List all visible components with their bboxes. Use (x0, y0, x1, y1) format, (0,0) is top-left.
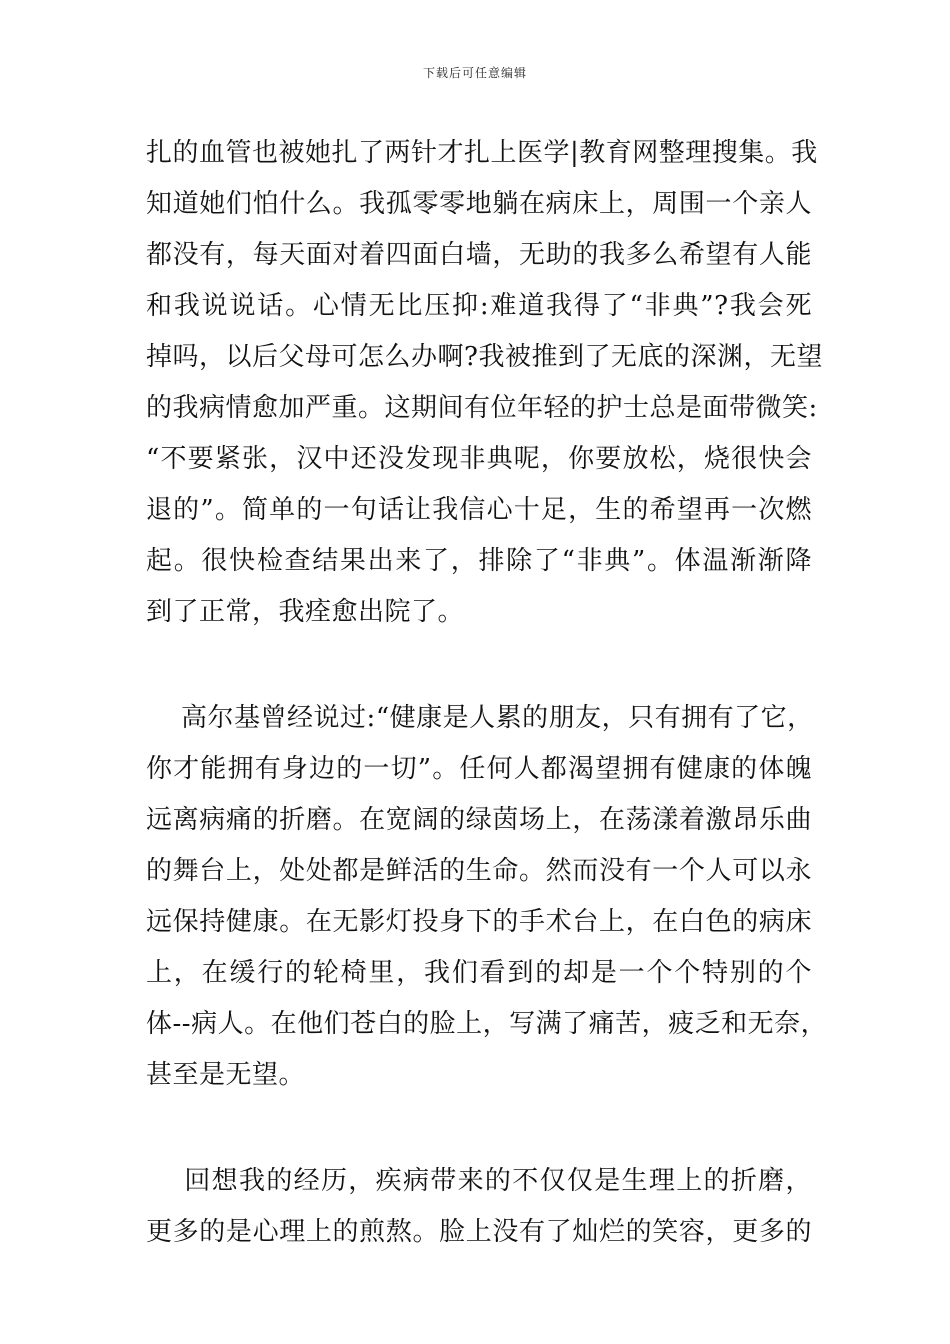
paragraph-1 (146, 128, 823, 638)
text-line: 更多的是心理上的煎熬。脸上没有了灿烂的笑容，更多的 (146, 1217, 812, 1247)
text-line: 知道她们怕什么。我孤零零地躺在病床上，周围一个亲人 (146, 189, 812, 219)
text-line: 远保持健康。在无影灯投身下的手术台上，在白色的病床 (146, 907, 812, 937)
text-line: 远离病痛的折磨。在宽阔的绿茵场上，在荡漾着激昂乐曲 (146, 805, 812, 835)
text-line: 和我说说话。心情无比压抑:难道我得了“非典”?我会死 (146, 291, 812, 321)
text-line: “不要紧张，汉中还没发现非典呢，你要放松，烧很快会 (146, 444, 812, 474)
text-line: 高尔基曾经说过:“健康是人累的朋友，只有拥有了它， (146, 703, 814, 733)
text-line: 掉吗，以后父母可怎么办啊?我被推到了无底的深渊，无望 (146, 342, 823, 372)
text-line: 退的”。简单的一句话让我信心十足，生的希望再一次燃 (146, 495, 812, 525)
text-line: 到了正常，我痊愈出院了。 (146, 597, 465, 627)
paragraph-spacer (146, 1101, 812, 1156)
text-line: 上，在缓行的轮椅里，我们看到的却是一个个特别的个 (146, 958, 812, 988)
text-line: 体--病人。在他们苍白的脸上，写满了痛苦，疲乏和无奈， (146, 1009, 828, 1039)
paragraph-3 (146, 1156, 812, 1258)
text-line: 扎的血管也被她扎了两针才扎上医学|教育网整理搜集。我 (146, 138, 818, 168)
paragraph-spacer (146, 638, 812, 693)
text-line: 你才能拥有身边的一切”。任何人都渴望拥有健康的体魄 (146, 754, 812, 784)
paragraph-2 (146, 693, 828, 1101)
page-header: 下载后可任意编辑 (422, 66, 527, 80)
text-line: 都没有，每天面对着四面白墙，无助的我多么希望有人能 (146, 240, 812, 270)
text-line: 起。很快检查结果出来了，排除了“非典”。体温渐渐降 (146, 546, 812, 576)
text-line: 的舞台上，处处都是鲜活的生命。然而没有一个人可以永 (146, 856, 812, 886)
text-line: 的我病情愈加严重。这期间有位年轻的护士总是面带微笑: (146, 393, 818, 423)
document-body (146, 128, 828, 1258)
text-line: 甚至是无望。 (146, 1060, 306, 1090)
text-line: 回想我的经历，疾病带来的不仅仅是生理上的折磨， (146, 1166, 812, 1196)
